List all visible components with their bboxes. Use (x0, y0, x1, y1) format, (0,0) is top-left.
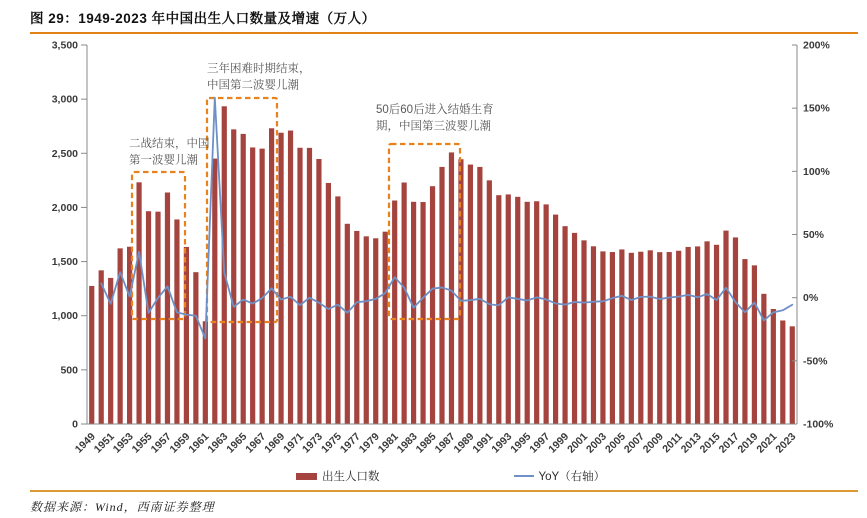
left-tick-label: 0 (72, 418, 78, 431)
x-tick-label-2005: 2005 (603, 430, 629, 456)
x-tick-label-1977: 1977 (337, 430, 363, 456)
bar-1956 (155, 212, 160, 424)
bar-1967 (260, 149, 265, 424)
bar-1959 (184, 247, 189, 424)
x-tick-label-2007: 2007 (621, 430, 647, 456)
annotation-text-1: 第一波婴儿潮 (129, 154, 198, 167)
bar-1986 (439, 167, 444, 424)
bar-1977 (354, 231, 359, 424)
bar-2014 (704, 241, 709, 424)
bar-2003 (600, 251, 605, 424)
x-tick-label-1991: 1991 (470, 430, 496, 456)
data-source: 数据来源：Wind，西南证券整理 (30, 500, 215, 514)
left-tick-label: 2,500 (51, 147, 78, 160)
bar-1997 (544, 204, 549, 424)
x-tick-label-1965: 1965 (224, 430, 250, 456)
bar-2005 (619, 249, 624, 424)
bar-1974 (326, 183, 331, 424)
bar-1981 (392, 201, 397, 425)
bar-1971 (297, 148, 302, 424)
left-tick-label: 3,000 (51, 93, 78, 106)
bar-2013 (695, 246, 700, 424)
x-tick-label-2015: 2015 (697, 430, 723, 456)
x-tick-label-1967: 1967 (243, 430, 269, 456)
bar-2017 (733, 237, 738, 424)
bar-2016 (723, 231, 728, 424)
left-tick-label: 3,500 (51, 39, 78, 52)
x-tick-label-2011: 2011 (660, 430, 685, 456)
legend-label-yoy: YoY（右轴） (538, 471, 606, 483)
bar-2022 (780, 320, 785, 424)
bar-1972 (307, 148, 312, 424)
left-tick-label: 1,500 (51, 256, 78, 269)
annotation-text-3: 期，中国第三波婴儿潮 (376, 120, 491, 133)
bar-1964 (231, 129, 236, 424)
bar-2008 (648, 250, 653, 424)
bar-2000 (572, 233, 577, 424)
x-tick-label-1949: 1949 (72, 430, 98, 456)
x-tick-label-2017: 2017 (716, 430, 742, 456)
annotation-text-1: 二战结束，中国 (129, 138, 210, 150)
bar-2018 (742, 259, 747, 424)
x-tick-label-1953: 1953 (110, 430, 136, 456)
x-tick-label-1963: 1963 (205, 430, 231, 456)
x-tick-label-2003: 2003 (584, 430, 610, 456)
bar-2002 (591, 246, 596, 424)
bar-1995 (525, 202, 530, 424)
bar-2010 (667, 252, 672, 424)
bar-1949 (89, 286, 94, 424)
left-tick-label: 1,000 (51, 310, 78, 323)
bar-2023 (790, 326, 795, 424)
bar-1979 (373, 238, 378, 424)
x-tick-label-1989: 1989 (451, 430, 477, 456)
bar-1975 (335, 196, 340, 424)
right-tick-label: 200% (803, 39, 830, 52)
bar-2001 (581, 240, 586, 424)
bar-1976 (345, 224, 350, 424)
x-tick-label-1999: 1999 (546, 430, 572, 456)
annotation-text-2: 三年困难时期结束， (207, 63, 311, 75)
x-tick-label-1973: 1973 (300, 430, 326, 456)
x-tick-label-2009: 2009 (640, 430, 666, 456)
bar-1985 (430, 186, 435, 424)
x-tick-label-1995: 1995 (508, 430, 534, 456)
bar-2020 (761, 294, 766, 424)
bar-1966 (250, 147, 255, 424)
bar-1978 (364, 236, 369, 424)
x-tick-label-2001: 2001 (565, 430, 591, 456)
annotation-text-2: 中国第二波婴儿潮 (207, 79, 299, 92)
x-tick-label-1987: 1987 (432, 430, 458, 456)
right-tick-label: 100% (803, 165, 830, 178)
bar-1955 (146, 211, 151, 424)
bar-1999 (562, 226, 567, 424)
bar-1970 (288, 131, 293, 424)
bar-2006 (629, 253, 634, 424)
x-tick-label-1955: 1955 (129, 430, 155, 456)
x-tick-label-2021: 2021 (754, 430, 780, 456)
right-tick-label: 50% (803, 229, 825, 241)
bar-1989 (468, 165, 473, 424)
bar-1998 (553, 215, 558, 424)
left-tick-label: 500 (60, 364, 78, 377)
right-tick-label: 150% (803, 102, 830, 115)
bar-1968 (269, 128, 274, 424)
bar-1958 (174, 219, 179, 424)
x-tick-label-1961: 1961 (186, 430, 212, 456)
legend-label-births: 出生人口数 (322, 471, 380, 483)
x-tick-label-1981: 1981 (375, 430, 401, 456)
x-tick-label-1971: 1971 (281, 430, 307, 456)
x-tick-label-1979: 1979 (356, 430, 382, 456)
x-tick-label-1997: 1997 (527, 430, 553, 456)
left-tick-label: 2,000 (51, 201, 78, 214)
bar-2004 (610, 252, 615, 424)
bar-1996 (534, 201, 539, 424)
bar-2009 (657, 252, 662, 424)
bar-2021 (771, 309, 776, 424)
bar-2011 (676, 251, 681, 424)
bar-1992 (496, 195, 501, 424)
x-tick-label-1983: 1983 (394, 430, 420, 456)
x-tick-label-1957: 1957 (148, 430, 174, 456)
line-swatch-icon (514, 475, 534, 477)
x-tick-label-1951: 1951 (91, 430, 117, 456)
bar-1982 (402, 183, 407, 424)
x-tick-label-1959: 1959 (167, 430, 193, 456)
footer-divider (30, 490, 858, 492)
bar-2019 (752, 265, 757, 424)
right-tick-label: -50% (803, 355, 828, 368)
bar-1988 (458, 159, 463, 424)
bar-1960 (193, 272, 198, 424)
x-tick-label-2019: 2019 (735, 430, 761, 456)
x-tick-label-1975: 1975 (319, 430, 345, 456)
bar-1990 (477, 167, 482, 424)
x-tick-label-2013: 2013 (678, 430, 704, 456)
annotation-text-3: 50后60后进入结婚生育 (376, 104, 494, 116)
legend-item-births (296, 468, 380, 484)
bar-1984 (420, 202, 425, 424)
bar-1962 (212, 159, 217, 424)
bar-2015 (714, 245, 719, 424)
x-tick-label-1985: 1985 (413, 430, 439, 456)
bar-1973 (316, 159, 321, 424)
bar-1993 (506, 194, 511, 424)
bar-1965 (241, 134, 246, 424)
bar-2007 (638, 252, 643, 424)
right-tick-label: -100% (803, 418, 834, 431)
bar-2012 (686, 247, 691, 424)
bar-1980 (383, 232, 388, 424)
bar-1983 (411, 202, 416, 424)
right-tick-label: 0% (803, 292, 819, 305)
bar-1969 (278, 133, 283, 424)
chart-title: 图 29：1949-2023 年中国出生人口数量及增速（万人） (30, 11, 376, 26)
bar-1957 (165, 192, 170, 424)
bar-1994 (515, 197, 520, 424)
chart-legend (296, 468, 605, 484)
bar-1950 (99, 270, 104, 424)
bar-1954 (136, 182, 141, 424)
bar-1987 (449, 152, 454, 424)
x-tick-label-2023: 2023 (773, 430, 799, 456)
bar-swatch-icon (296, 473, 317, 480)
legend-item-yoy (514, 468, 606, 484)
x-tick-label-1993: 1993 (489, 430, 515, 456)
x-tick-label-1969: 1969 (262, 430, 288, 456)
